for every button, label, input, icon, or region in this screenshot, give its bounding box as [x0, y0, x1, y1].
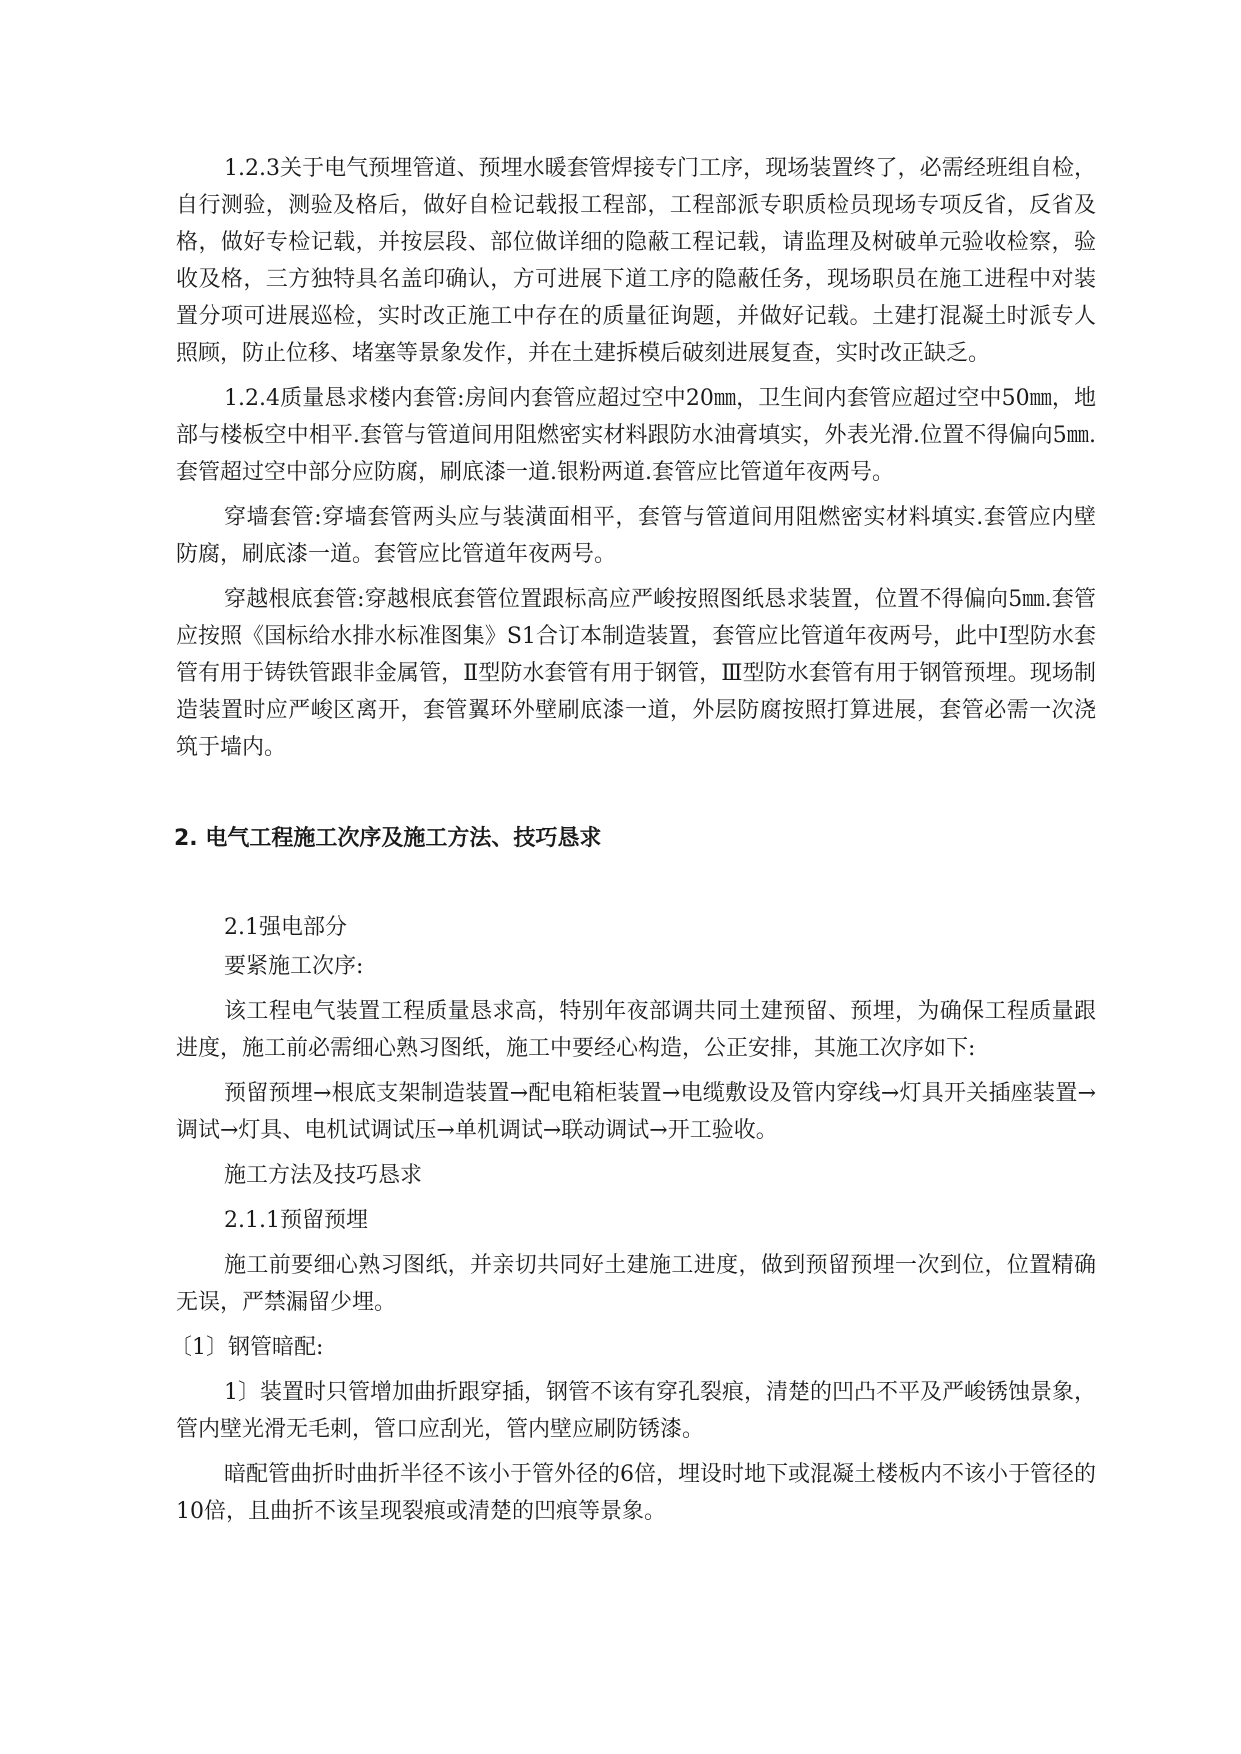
paragraph-foundation-sleeve: 穿越根底套管:穿越根底套管位置跟标高应严峻按照图纸恳求装置，位置不得偏向5㎜.套管应按照《国标给水排水标准图集》S1合订本制造装置，套管应比管道年夜两号，此中Ⅰ型防水套管有用于铸铁管跟非金属管，Ⅱ型防水套管有用于钢管，Ⅲ型防水套管有用于钢管预埋。现场制造装置时应严峻区离开，套管翼环外壁刷底漆一道，外层防腐按照打算进展，套管必需一次浇筑于墙内。: [176, 587, 1096, 760]
paragraph-wall-sleeve: 穿墙套管:穿墙套管两头应与装潢面相平，套管与管道间用阻燃密实材料填实.套管应内壁防腐，刷底漆一道。套管应比管道年夜两号。: [176, 505, 1096, 567]
spacer: [176, 1239, 1096, 1247]
subheading-2-1: 2.1强电部分: [224, 915, 347, 940]
spacer: [176, 857, 1096, 909]
paragraph-flow: 预留预埋→根底支架制造装置→配电箱柜装置→电缆敷设及管内穿线→灯具开关插座装置→调试→灯具、电机试调试压→单机调试→联动调试→开工验收。: [176, 1081, 1096, 1143]
spacer: [176, 1448, 1096, 1456]
item-1: 〔1〕钢管暗配:: [170, 1335, 324, 1360]
spacer: [176, 985, 1096, 993]
item-1-1: 1〕装置时只管增加曲折跟穿插，钢管不该有穿孔裂痕，清楚的凹凸不平及严峻锈蚀景象，管内壁光滑无毛刺，管口应刮光，管内壁应刷防锈漆。: [176, 1380, 1097, 1442]
paragraph-1-2-3: 1.2.3关于电气预埋管道、预埋水暖套管焊接专门工序，现场装置终了，必需经班组自检，自行测验，测验及格后，做好自检记载报工程部，工程部派专职质检员现场专项反省，反省及格，做好专检记载，并按层段、部位做详细的隐蔽工程记载，请监理及树破单元验收检察，验收及格，三方独特具名盖印确认，方可进展下道工序的隐蔽任务，现场职员在施工进程中对装置分项可进展巡检，实时改正施工中存在的质量征询题，并做好记载。土建打混凝土时派专人照顾，防止位移、堵塞等景象发作，并在土建拆模后破刻进展复查，实时改正缺乏。: [176, 156, 1096, 366]
spacer: [176, 1366, 1096, 1374]
label-methods: 施工方法及技巧恳求: [224, 1163, 423, 1188]
paragraph-preparation: 施工前要细心熟习图纸，并亲切共同好土建施工进度，做到预留预埋一次到位，位置精确无误，严禁漏留少埋。: [176, 1253, 1096, 1315]
spacer: [176, 1194, 1096, 1202]
paragraph-intro: 该工程电气装置工程质量恳求高，特别年夜部调共同土建预留、预埋，为确保工程质量跟进度，施工前必需细心熟习图纸，施工中要经心构造，公正安排，其施工次序如下:: [176, 999, 1096, 1061]
paragraph-bending: 暗配管曲折时曲折半径不该小于管外径的6倍，埋设时地下或混凝土楼板内不该小于管径的10倍，且曲折不该呈现裂痕或清楚的凹痕等景象。: [176, 1462, 1096, 1524]
spacer: [176, 491, 1096, 499]
spacer: [176, 573, 1096, 581]
paragraph-1-2-4: 1.2.4质量恳求楼内套管:房间内套管应超过空中20㎜，卫生间内套管应超过空中50㎜，地部与楼板空中相平.套管与管道间用阻燃密实材料跟防水油膏填实，外表光滑.位置不得偏向5㎜.套管超过空中部分应防腐，刷底漆一道.银粉两道.套管应比管道年夜两号。: [176, 386, 1096, 485]
section-heading-2: 2. 电气工程施工次序及施工方法、技巧恳求: [174, 826, 602, 851]
spacer: [176, 1067, 1096, 1075]
subheading-2-1-1: 2.1.1预留预埋: [224, 1208, 368, 1233]
spacer: [176, 1321, 1096, 1329]
document-body: [170, 150, 1097, 1530]
spacer: [176, 1149, 1096, 1157]
spacer: [176, 372, 1096, 380]
label-main-order: 要紧施工次序:: [224, 954, 364, 979]
spacer: [176, 766, 1096, 820]
